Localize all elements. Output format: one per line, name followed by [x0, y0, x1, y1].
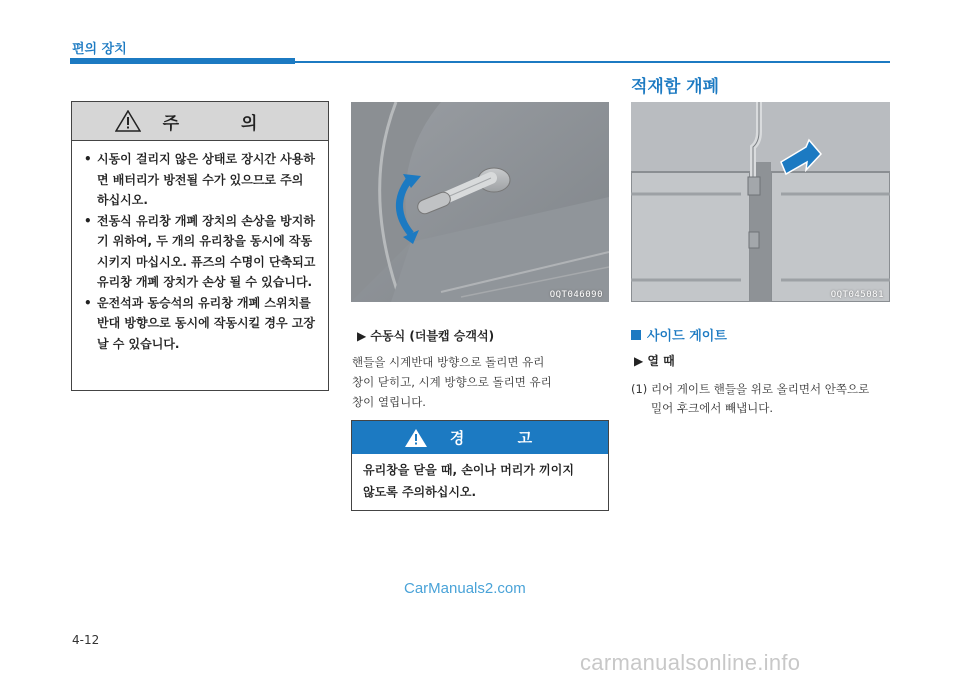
photo-code-label: OQT046090 [549, 290, 603, 300]
section-header-title: 편의 장치 [72, 42, 127, 57]
site-watermark: carmanualsonline.info [580, 650, 801, 675]
window-crank-photo [351, 102, 609, 302]
header-rule-thick [70, 58, 295, 64]
header-rule-thin [295, 61, 890, 63]
warning-title: 경 고 [449, 429, 557, 447]
warning-box [351, 420, 609, 511]
square-bullet-icon [631, 330, 641, 340]
watermark-link[interactable]: CarManuals2.com [404, 580, 526, 597]
window-crank-illustration [351, 102, 609, 302]
cargo-section-title: 적재함 개폐 [631, 77, 720, 97]
side-gate-heading-text: 사이드 게이트 [647, 329, 727, 344]
warning-triangle-icon [115, 110, 141, 132]
warning-triangle-icon [404, 428, 428, 448]
body-line: 창이 닫히고, 시계 방향으로 돌리면 유리 [352, 375, 552, 389]
warning-header [352, 421, 608, 454]
photo-code-label: OQT045081 [830, 290, 884, 300]
body-line: 유리창을 닫을 때, 손이나 머리가 끼이지 [363, 463, 574, 477]
side-gate-illustration [631, 102, 890, 302]
body-line: 핸들을 시계반대 방향으로 돌리면 유리 [352, 355, 545, 369]
caution-item: • 시동이 걸리지 않은 상태로 장시간 사용하면 배터리가 방전될 수가 있으므로 주의 하십시오. [84, 149, 318, 211]
caution-title: 주 의 [162, 113, 286, 134]
caution-item: • 운전석과 동승석의 유리창 개폐 스위치를 반대 방향으로 동시에 작동시킬 경우 고장 날 수 있습니다. [84, 293, 318, 355]
side-gate-heading [631, 325, 727, 344]
step-line: (1) 리어 게이트 핸들을 위로 올리면서 안쪽으로 [631, 382, 870, 396]
caution-box [71, 101, 329, 391]
step-line: 밀어 후크에서 빼냅니다. [651, 401, 774, 415]
manual-window-description [352, 352, 602, 412]
open-heading: ▶ 열 때 [634, 354, 675, 368]
body-line: 창이 열립니다. [352, 395, 426, 409]
caution-list [72, 141, 328, 354]
open-steps [631, 380, 891, 418]
side-gate-photo [631, 102, 890, 302]
warning-text [352, 454, 608, 503]
caution-header [72, 102, 328, 141]
body-line: 않도록 주의하십시오. [363, 485, 477, 499]
manual-window-heading: ▶ 수동식 (더블캡 승객석) [357, 329, 495, 343]
caution-item: • 전동식 유리창 개폐 장치의 손상을 방지하기 위하여, 두 개의 유리창을 동시에 작동시키지 마십시오. 퓨즈의 수명이 단축되고 유리창 개폐 장치가 손상 될 수 있습니다. [84, 211, 318, 293]
page-number: 4-12 [72, 633, 100, 647]
